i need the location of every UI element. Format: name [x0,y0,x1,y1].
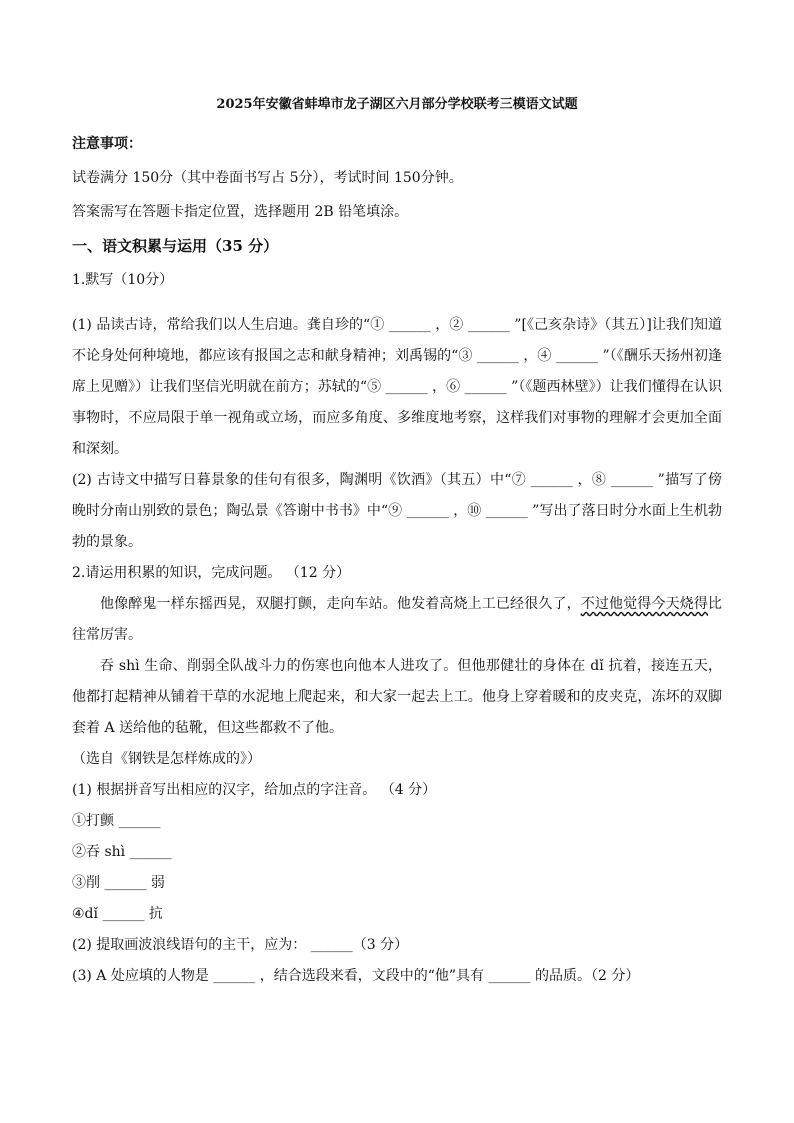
question-2-sub-1: (1) 根据拼音写出相应的汉字，给加点的字注音。 （4 分） [72,782,437,798]
notice-item-2: 答案需写在答题卡指定位置，选择题用 2B 铅笔填涂。 [72,204,409,220]
section-heading: 一、语文积累与运用（35 分） [72,237,279,255]
question-2-sub-3: (3) A 处应填的人物是 ______ ，结合选段来看，文段中的“他”具有 ______ 的品质。（2 分） [72,968,640,984]
question-1-part-2: (2) 古诗文中描写日暮景象的佳句有很多，陶渊明《饮酒》（其五）中“⑦ ______ ，⑧ ______ ”描写了傍晚时分南山别致的景色；陶弘景《答谢中书书》中“⑨ ______ ，⑩ ______ ”写出了落日时分水面上生机勃勃的景象。 [72,472,722,550]
exam-page [72,96,722,992]
passage-paragraph-2: 吞 shì 生命、削弱全队战斗力的伤寒也向他本人进攻了。但他那健壮的身体在 dǐ 抗着，接连五天，他都打起精神从铺着干草的水泥地上爬起来，和大家一起去上工。他身上穿着暖和的皮夹克，冻坏的双脚套着 A 送给他的毡靴，但这些都救不了他。 [72,658,722,736]
answer-item-3: ③削 ______ 弱 [72,875,165,891]
notice-item-1: 试卷满分 150分（其中卷面书写占 5分），考试时间 150分钟。 [72,170,463,186]
answer-item-1: ①打颤 ______ [72,813,161,829]
wavy-underlined-sentence: 不过他觉得今天烧得 [580,596,709,612]
passage-paragraph-1 [72,589,722,651]
notice-heading: 注意事项： [72,136,142,152]
exam-title: 2025年安徽省蚌埠市龙子湖区六月部分学校联考三模语文试题 [216,97,578,112]
answer-item-4: ④dǐ ______ 抗 [72,906,163,922]
passage-text-end: 比往常厉害。 [72,596,723,643]
question-2-heading: 2.请运用积累的知识，完成问题。 （12 分） [72,565,351,581]
question-2-sub-2: (2) 提取画波浪线语句的主干，应为： ______（3 分） [72,937,409,953]
passage-source: （选自《钢铁是怎样炼成的》） [72,751,261,767]
question-1-part-1: (1) 品读古诗，常给我们以人生启迪。龚自珍的“① ______ ，② ______ ”[《己亥杂诗》（其五）]让我们知道不论身处何种境地，都应该有报国之志和献身精神；刘禹锡的“③ ______ ，④ ______ ”（《酬乐天扬州初逢席上见赠》）让我们坚信光明就在前方；苏轼的“⑤ ______ ，⑥ ______ ”（《题西林壁》）让我们懂得在认识事物时，不应局限于单一视角或立场，而应多角度、多维度地考察，这样我们对事物的理解才会更加全面和深刻。 [72,317,722,457]
passage-text: 他像醉鬼一样东摇西晃，双腿打颤，走向车站。他发着高烧上工已经很久了， [100,596,581,612]
question-1-heading: 1.默写（10分） [72,272,174,288]
answer-item-2: ②吞 shì ______ [72,844,172,860]
